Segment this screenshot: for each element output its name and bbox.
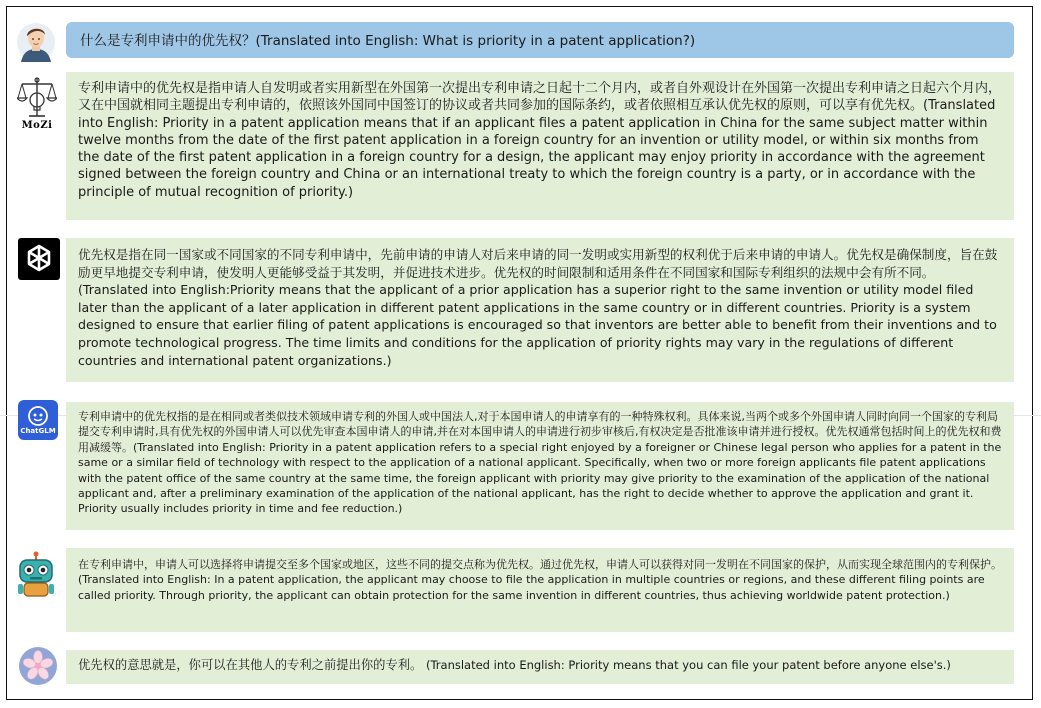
- sakura-avatar: [18, 646, 58, 686]
- chatglm-answer-en: (Translated into English: Priority in a patent application refers to a special right enjoyed by a foreigner or Chinese legal person who applies for a patent in the same or a similar field of technology with respect to the application of a national applicant. Specifically, when two or more foreign applicants file patent applications with the patent office of the same country at the same time, the foreign applicant with priority may give priority to the examination of the application of the national applicant and, after a preliminary examination of the application of the national applicant, has the right to decide whether to approve the application and grant it. Priority usually includes priority in time and fee reduction.): [78, 440, 1002, 516]
- sakura-answer-zh: 优先权的意思就是，你可以在其他人的专利之前提出你的专利。: [78, 658, 423, 672]
- chatglm-logo: [18, 400, 58, 440]
- robot-avatar: [14, 550, 58, 600]
- question-text-en: (Translated into English: What is priority in a patent application?): [255, 33, 696, 49]
- mozi-answer-zh: 专利申请中的优先权是指申请人自发明或者实用新型在外国第一次提出专利申请之日起十二个月内，或者自外观设计在外国第一次提出专利申请之日起六个月内，又在中国就相同主题提出专利申请的，依照该外国同中国签订的协议或者共同参加的国际条约，或者依照相互承认优先权的原则，可以享有优先权。: [78, 81, 1002, 114]
- robot-answer-en: (Translated into English: In a patent application, the applicant may choose to file the application in multiple countries or regions, and these different filing points are called priority. Through priority, the applicant can obtain protection for the same invention in different countries, thus achieving worldwide patent protection.): [78, 573, 985, 602]
- robot-answer-zh: 在专利申请中，申请人可以选择将申请提交至多个国家或地区，这些不同的提交点称为优先权。通过优先权，申请人可以获得对同一发明在不同国家的保护，从而实现全球范围内的专利保护。: [78, 558, 1002, 571]
- chatglm-answer: [66, 402, 1014, 530]
- chatgpt-answer: [66, 238, 1014, 382]
- sakura-answer-en: (Translated into English: Priority means that you can file your patent before anyone else's.): [422, 658, 951, 672]
- question-text-zh: 什么是专利申请中的优先权？: [80, 33, 256, 49]
- question-bubble: [66, 22, 1014, 58]
- robot-answer: [66, 548, 1014, 632]
- mozi-logo-text: MoZi: [21, 119, 53, 131]
- sakura-answer: [66, 650, 1014, 684]
- user-avatar: [16, 22, 56, 62]
- mozi-logo: [14, 74, 60, 132]
- mozi-answer-en: (Translated into English: Priority in a patent application means that if an applicant files a patent application in China for the same subject matter within twelve months from the date of the first patent application in a foreign country for an invention or utility model, or within six months from the date of the first patent application in a foreign country for a design, the applicant may enjoy priority in accordance with the agreement signed between the foreign country and China or an international treaty to which the foreign country is a party, or in accordance with the principle of mutual recognition of priority.): [78, 98, 996, 200]
- chatgpt-answer-en: (Translated into English:Priority means that the applicant of a prior application has a superior right to the same invention or utility model filed later than the applicant of a later application in different patent applications in the same country or in different countries. Priority is a system designed to ensure that earlier filing of patent applications is encouraged so that inventors are better able to benefit from their inventions and to promote technological progress. The time limits and conditions for the application of priority rights may vary in the regulations of different countries and international patent organizations.): [78, 282, 997, 368]
- chatgpt-answer-zh: 优先权是指在同一国家或不同国家的不同专利申请中，先前申请的申请人对后来申请的同一发明或实用新型的权利优于后来申请的申请人。优先权是确保制度，旨在鼓励更早地提交专利申请，使发明人更能够受益于其发明，并促进技术进步。优先权的时间限制和适用条件在不同国家和国际专利组织的法规中会有所不同。: [78, 247, 998, 280]
- chatglm-mark-icon: [27, 405, 49, 427]
- chatglm-logo-text: ChatGLM: [20, 427, 56, 435]
- chatglm-answer-zh: 专利申请中的优先权指的是在相同或者类似技术领域申请专利的外国人或中国法人,对于本国申请人的申请享有的一种特殊权利。具体来说,当两个或多个外国申请人同时向同一个国家的专利局提交专利申请时,具有优先权的外国申请人可以优先审查本国申请人的申请,并在对本国申请人的申请进行初步审核后,有权决定是否批准该申请并进行授权。优先权通常包括时间上的优先权和费用减缓等。: [78, 410, 1002, 454]
- mozi-answer: [66, 72, 1014, 220]
- chatgpt-logo: [18, 238, 60, 280]
